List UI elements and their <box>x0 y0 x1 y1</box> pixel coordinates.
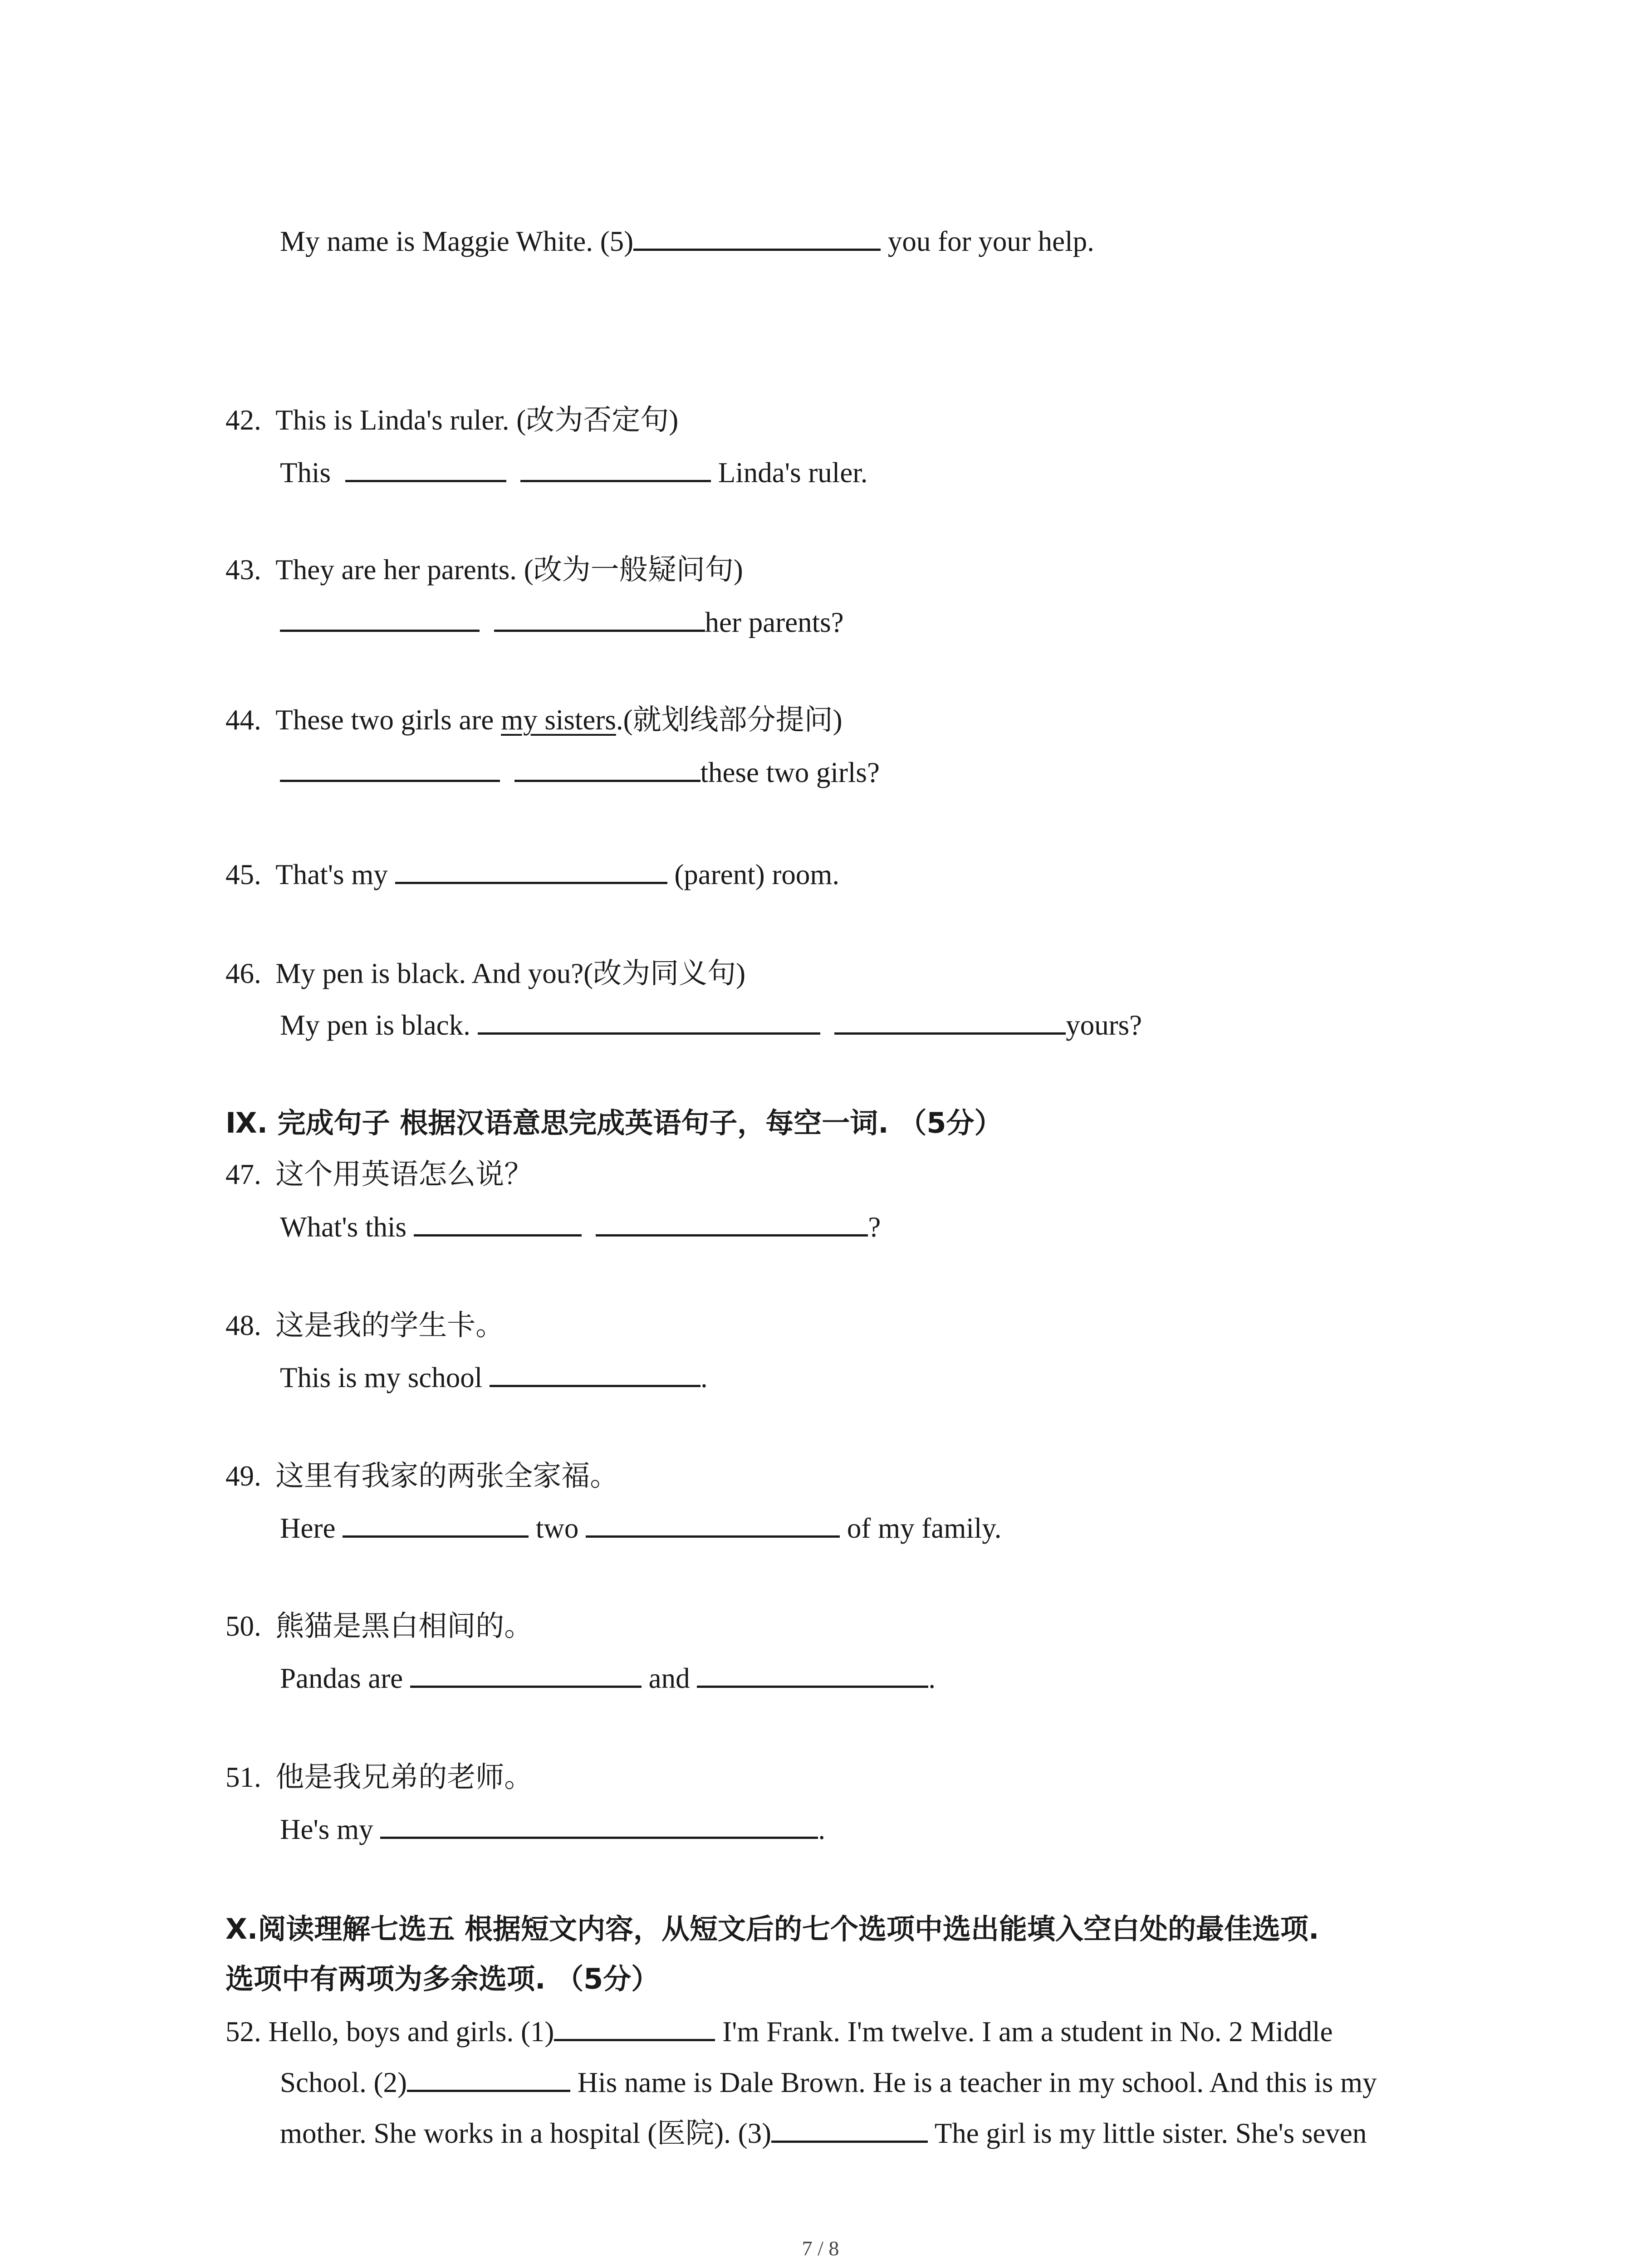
q52-blank-1[interactable] <box>554 2016 715 2041</box>
q48-blank[interactable] <box>490 1362 700 1387</box>
question-prompt: This is Linda's ruler. (改为否定句) <box>275 404 679 436</box>
answer-text: two <box>529 1512 586 1544</box>
section-9-heading: Ⅸ. 完成句子 根据汉语意思完成英语句子，每空一词. （5分） <box>225 1106 1003 1139</box>
question-number: 48. <box>225 1310 261 1341</box>
answer-text: Here <box>280 1512 343 1544</box>
q52-blank-2[interactable] <box>407 2067 570 2092</box>
q51-blank[interactable] <box>380 1814 818 1839</box>
question-prompt: 这个用英语怎么说？ <box>275 1158 533 1190</box>
question-number: 51. <box>225 1761 261 1793</box>
question-number: 50. <box>225 1610 261 1642</box>
q44-answer-line <box>280 757 880 787</box>
passage-text: Hello, boys and girls. (1) <box>261 2016 554 2048</box>
question-number: 45. <box>225 859 261 890</box>
q42-blank-1[interactable] <box>345 457 506 482</box>
answer-text: This <box>280 457 331 489</box>
question-prompt: 这是我的学生卡。 <box>275 1310 505 1341</box>
answer-text: and <box>641 1662 697 1694</box>
q50-answer-line <box>280 1663 936 1693</box>
q47-prompt <box>225 1160 533 1189</box>
q43-blank-1[interactable] <box>280 607 480 632</box>
q47-blank-2[interactable] <box>596 1212 868 1237</box>
passage-text: School. (2) <box>280 2067 407 2098</box>
answer-text: What's this <box>280 1211 414 1243</box>
q43-blank-2[interactable] <box>494 607 705 632</box>
q43-prompt <box>225 556 743 584</box>
question-number: 52. <box>225 2016 261 2048</box>
q41-text-before: My name is Maggie White. (5) <box>280 225 634 257</box>
section-10-heading-line1: X.阅读理解七选五 根据短文内容，从短文后的七个选项中选出能填入空白处的最佳选项. <box>225 1912 1319 1945</box>
question-number: 43. <box>225 554 261 586</box>
q45-blank[interactable] <box>395 859 667 884</box>
passage-text: His name is Dale Brown. He is a teacher in my school. And this is my <box>570 2067 1377 2098</box>
q41-text-after: you for your help. <box>881 225 1094 257</box>
question-prompt: They are her parents. (改为一般疑问句) <box>275 554 743 586</box>
section-10-heading-line2: 选项中有两项为多余选项. （5分） <box>225 1962 660 1995</box>
q46-blank-2[interactable] <box>834 1010 1066 1035</box>
passage-text: mother. She works in a hospital (医院). (3) <box>280 2117 772 2149</box>
q45-line <box>225 859 839 889</box>
q48-prompt <box>225 1311 504 1340</box>
answer-text: these two girls? <box>700 757 880 788</box>
answer-text: of my family. <box>840 1512 1002 1544</box>
answer-text: . <box>700 1362 708 1393</box>
question-prompt: My pen is black. And you?(改为同义句) <box>275 958 746 989</box>
question-text: (parent) room. <box>667 859 840 890</box>
question-prompt: 他是我兄弟的老师。 <box>275 1761 533 1793</box>
question-number: 42. <box>225 404 261 436</box>
q50-prompt <box>225 1612 533 1641</box>
q42-blank-2[interactable] <box>520 457 711 482</box>
question-number: 47. <box>225 1158 261 1190</box>
q47-blank-1[interactable] <box>414 1212 582 1237</box>
q46-prompt <box>225 959 745 988</box>
question-prompt: 熊猫是黑白相间的。 <box>275 1610 533 1642</box>
question-number: 44. <box>225 704 261 736</box>
q49-blank-2[interactable] <box>586 1513 840 1538</box>
q41-answer-line <box>280 226 1094 256</box>
passage-text: The girl is my little sister. She's seven <box>928 2117 1367 2149</box>
question-instruction: .(就划线部分提问) <box>616 704 843 736</box>
q52-line-1 <box>225 2016 1333 2046</box>
underlined-part: my sisters <box>501 704 616 736</box>
q49-prompt <box>225 1462 618 1491</box>
q50-blank-1[interactable] <box>410 1663 642 1688</box>
q51-answer-line <box>280 1814 825 1844</box>
answer-text: This is my school <box>280 1362 490 1393</box>
q52-line-2 <box>280 2067 1377 2097</box>
q46-answer-line <box>280 1010 1142 1040</box>
question-text: That's my <box>275 859 395 890</box>
question-prompt: These two girls are <box>275 704 501 736</box>
answer-text: He's my <box>280 1813 381 1845</box>
q48-answer-line <box>280 1362 708 1392</box>
q49-answer-line <box>280 1513 1002 1543</box>
q47-answer-line <box>280 1212 881 1242</box>
q42-prompt <box>225 406 678 435</box>
q42-answer-line <box>280 457 868 487</box>
answer-text: . <box>928 1662 936 1694</box>
q44-blank-1[interactable] <box>280 757 500 782</box>
q44-blank-2[interactable] <box>514 757 700 782</box>
passage-text: I'm Frank. I'm twelve. I am a student in No. 2 Middle <box>715 2016 1333 2048</box>
q52-line-3 <box>280 2118 1367 2148</box>
q43-answer-line <box>280 607 844 637</box>
answer-text: . <box>818 1813 826 1845</box>
q44-prompt <box>225 706 843 734</box>
answer-text: her parents? <box>705 606 844 638</box>
answer-text: ? <box>868 1211 881 1243</box>
q49-blank-1[interactable] <box>343 1513 529 1538</box>
q41-blank-5[interactable] <box>633 226 881 251</box>
question-number: 46. <box>225 958 261 989</box>
q52-blank-3[interactable] <box>771 2118 928 2143</box>
question-number: 49. <box>225 1460 261 1492</box>
question-prompt: 这里有我家的两张全家福。 <box>275 1460 619 1492</box>
q46-blank-1[interactable] <box>478 1010 820 1035</box>
answer-text: Pandas are <box>280 1662 410 1694</box>
answer-text: Linda's ruler. <box>711 457 868 489</box>
q50-blank-2[interactable] <box>697 1663 928 1688</box>
q51-prompt <box>225 1763 533 1792</box>
answer-text: My pen is black. <box>280 1009 478 1041</box>
answer-text: yours? <box>1066 1009 1142 1041</box>
page-number: 7 / 8 <box>802 2237 839 2260</box>
